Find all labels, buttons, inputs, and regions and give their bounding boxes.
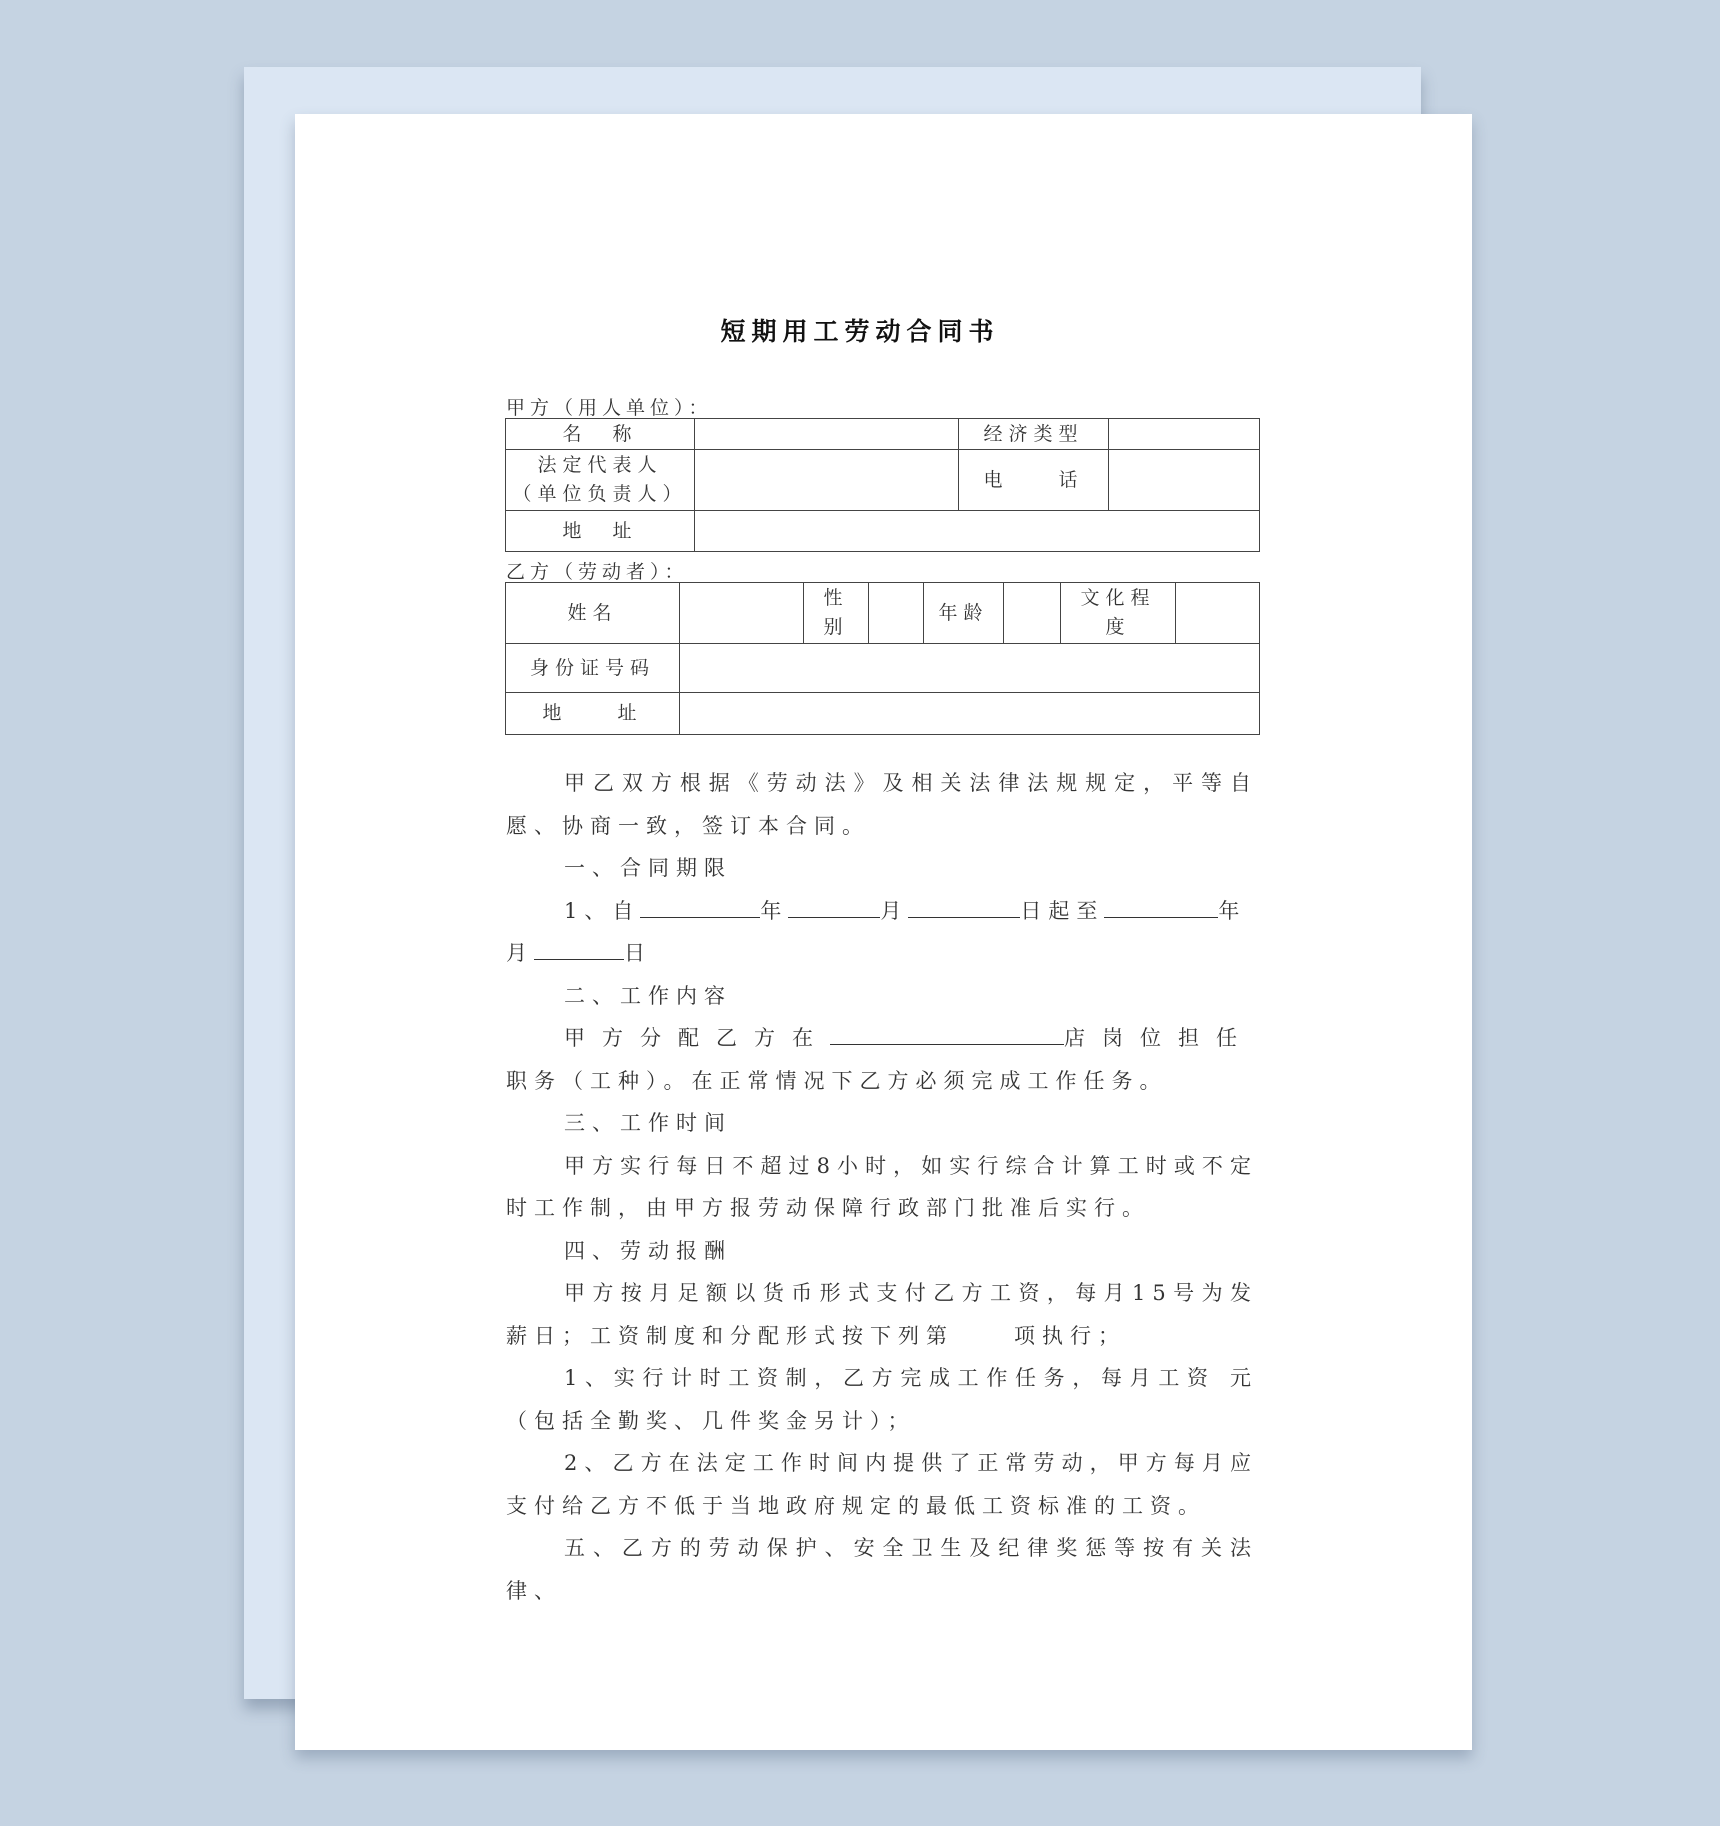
party-b-heading: 乙方（劳动者）： <box>506 561 689 583</box>
party-a-legal-rep-label: 法定代表人 （单位负责人） <box>506 450 695 511</box>
party-b-table <box>505 582 1260 735</box>
section-5-text: 五、乙方的劳动保护、安全卫生及纪律奖惩等按有关法律、 <box>506 1536 1258 1603</box>
party-b-education-field[interactable] <box>1176 583 1260 644</box>
contract-body <box>506 762 1258 1612</box>
section-2-title: 二、工作内容 <box>564 983 732 1008</box>
end-month-blank[interactable] <box>534 937 624 960</box>
section-4-title: 四、劳动报酬 <box>564 1238 732 1263</box>
party-b-address-field[interactable] <box>680 693 1260 735</box>
contract-term-line: 1、自 年 月 日起至 年 <box>506 890 1258 933</box>
end-year-blank[interactable] <box>1104 895 1218 918</box>
intro-paragraph: 甲乙双方根据《劳动法》及相关法律法规规定，平等自愿、协商一致，签订本合同。 <box>506 771 1258 838</box>
salary-item-2: 2、乙方在法定工作时间内提供了正常劳动，甲方每月应支付给乙方不低于当地政府规定的最低工资标准的工资。 <box>506 1451 1258 1518</box>
section-3-title: 三、工作时间 <box>564 1111 732 1135</box>
party-b-age-label: 年龄 <box>924 583 1004 644</box>
store-blank[interactable] <box>830 1022 1064 1045</box>
party-b-gender-field[interactable] <box>869 583 924 644</box>
work-content-line-cont: 职务（工种）。在正常情况下乙方必须完成工作任务。 <box>506 1068 1168 1093</box>
party-b-gender-label: 性 别 <box>804 583 869 644</box>
start-day-blank[interactable] <box>908 895 1020 918</box>
party-a-econ-type-label: 经济类型 <box>959 419 1109 450</box>
party-a-name-label: 名 称 <box>506 419 695 450</box>
party-b-name-field[interactable] <box>680 583 804 644</box>
salary-item-1: 1、实行计时工资制，乙方完成工作任务，每月工资 元（包括全勤奖、几件奖金另计）； <box>506 1366 1258 1433</box>
work-content-line: 甲方分配乙方在 店岗位担任 <box>506 1017 1258 1060</box>
contract-term-line-cont: 月 日 <box>506 932 1258 975</box>
party-a-legal-rep-field[interactable] <box>695 450 959 511</box>
start-month-blank[interactable] <box>788 895 880 918</box>
salary-option-blank[interactable] <box>954 1321 1014 1343</box>
party-b-address-label: 地 址 <box>506 693 680 735</box>
party-a-phone-field[interactable] <box>1109 450 1260 511</box>
party-b-age-field[interactable] <box>1004 583 1061 644</box>
party-b-name-label: 姓名 <box>506 583 680 644</box>
party-a-address-label: 地 址 <box>506 511 695 552</box>
start-year-blank[interactable] <box>640 895 760 918</box>
party-a-table <box>505 418 1260 552</box>
party-a-address-field[interactable] <box>695 511 1260 552</box>
salary-paragraph: 甲方按月足额以货币形式支付乙方工资，每月15号为发薪日；工资制度和分配形式按下列第 项执行； <box>506 1281 1258 1348</box>
party-a-econ-type-field[interactable] <box>1109 419 1260 450</box>
party-a-heading: 甲方（用人单位）： <box>506 397 713 419</box>
party-b-id-label: 身份证号码 <box>506 644 680 693</box>
document-title: 短期用工劳动合同书 <box>720 317 1000 346</box>
party-a-name-field[interactable] <box>695 419 959 450</box>
party-a-phone-label: 电 话 <box>959 450 1109 511</box>
working-hours-paragraph: 甲方实行每日不超过8小时，如实行综合计算工时或不定时工作制，由甲方报劳动保障行政部门批准后实行。 <box>506 1153 1258 1220</box>
party-b-education-label: 文化程 度 <box>1061 583 1176 644</box>
section-1-title: 一、合同期限 <box>564 856 732 880</box>
party-b-id-field[interactable] <box>680 644 1260 693</box>
